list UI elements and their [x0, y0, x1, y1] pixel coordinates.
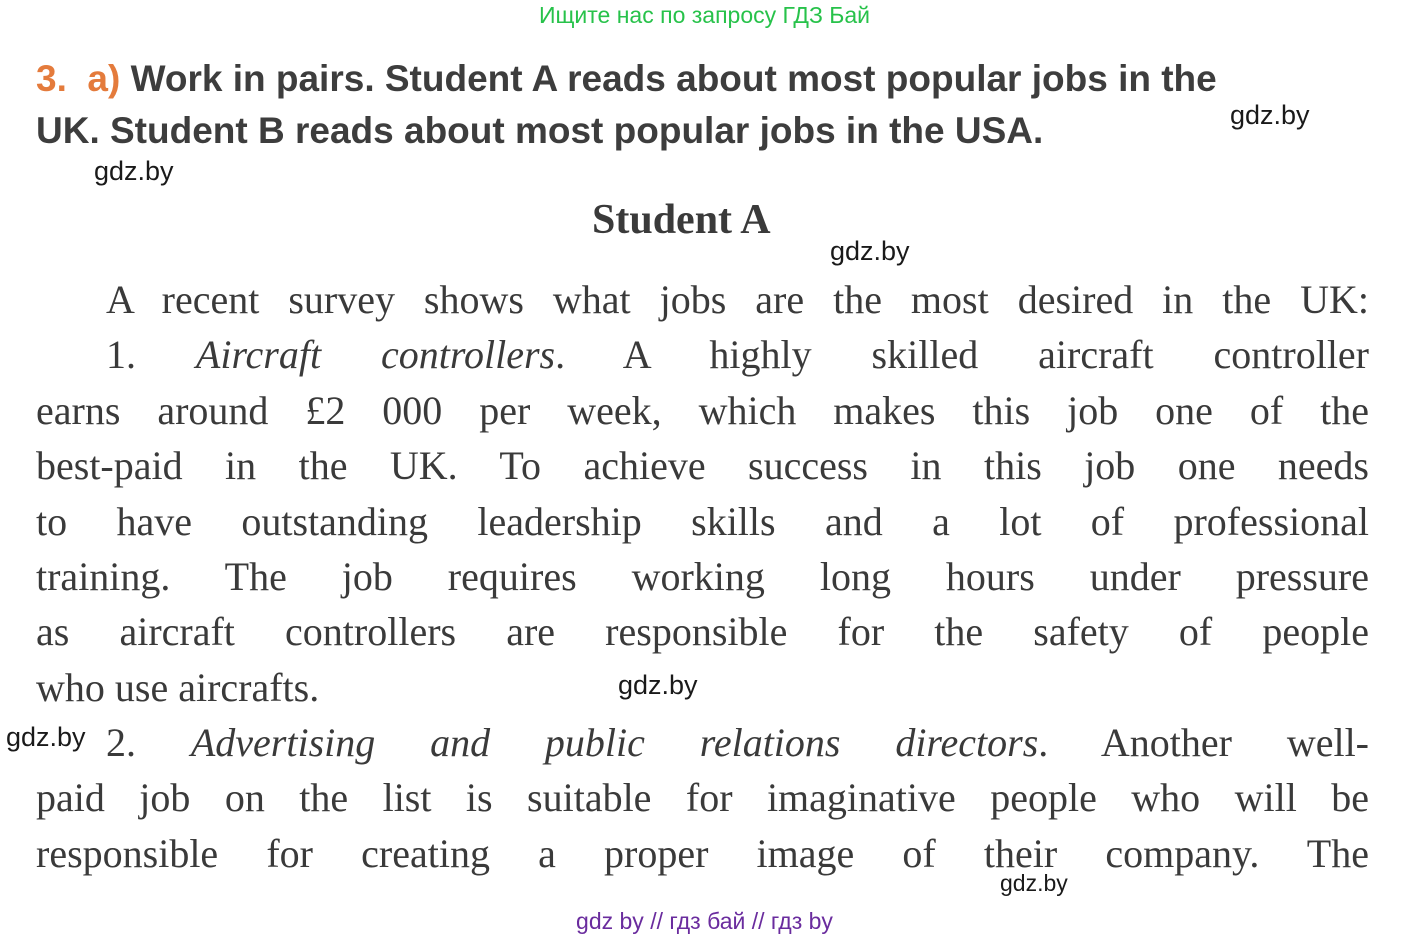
body-line: as aircraft controllers are responsible for the safety of people — [36, 609, 1369, 654]
item-2-number: 2. — [106, 720, 136, 765]
task-text-2: UK. Student B reads about most popular jobs in the USA. — [36, 110, 1044, 151]
body-line: best-paid in the UK. To achieve success in this job one needs — [36, 443, 1369, 488]
item-1-line — [106, 332, 1369, 377]
task-letter: a) — [87, 58, 121, 99]
task-number: 3. — [36, 58, 67, 99]
paragraph-intro: A recent survey shows what jobs are the most desired in the UK: — [106, 277, 1369, 322]
item-2-line — [106, 720, 1370, 765]
item-1-title: Aircraft controllers — [195, 332, 556, 377]
body-line: to have outstanding leadership skills and a lot of professional — [36, 499, 1369, 544]
watermark: gdz.by — [618, 670, 698, 700]
watermark: gdz.by — [6, 722, 86, 752]
body-line: training. The job requires working long hours under pressure — [36, 554, 1369, 599]
task-text-1: Work in pairs. Student A reads about most popular jobs in the — [130, 58, 1217, 99]
item-1-text: . A highly skilled aircraft controller — [555, 332, 1369, 377]
top-banner: Ищите нас по запросу ГДЗ Бай — [538, 2, 871, 28]
body-line: paid job on the list is suitable for imaginative people who will be — [36, 775, 1369, 820]
item-1-number: 1. — [106, 332, 136, 377]
body-line: responsible for creating a proper image of their company. The — [36, 831, 1369, 876]
body-line: earns around £2 000 per week, which makes this job one of the — [36, 388, 1369, 433]
item-2-title: Advertising and public relations directors — [190, 720, 1039, 765]
body-line: who use aircrafts. — [36, 665, 320, 710]
watermark: gdz.by — [1000, 870, 1068, 896]
section-heading: Student A — [592, 197, 771, 243]
task-instruction-line-1 — [36, 58, 1217, 100]
watermark: gdz.by — [830, 236, 910, 266]
item-2-text: . Another well- — [1038, 720, 1370, 765]
footer-links: gdz by // гдз бай // гдз by — [576, 908, 833, 934]
watermark: gdz.by — [94, 156, 174, 186]
watermark: gdz.by — [1230, 100, 1310, 130]
